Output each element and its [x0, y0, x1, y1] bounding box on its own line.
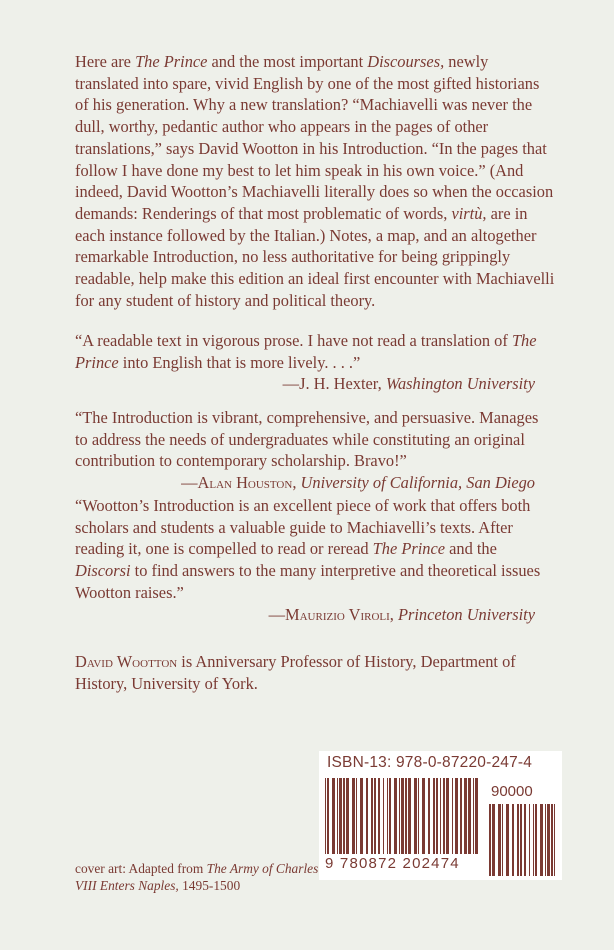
- barcode-bar: [414, 778, 417, 854]
- barcode-bar: [443, 778, 445, 854]
- barcode-bar: [374, 778, 376, 854]
- author-name: David Wootton: [75, 652, 178, 671]
- isbn-label: ISBN-13: 978-0-87220-247-4: [327, 754, 533, 771]
- review-hexter: [75, 330, 545, 395]
- description-blurb: Here are The Prince and the most important Discourses, newly translated into spare, vivid English by one of the most gifted historians of his generation. Why a new translation? “Machiavelli was never the dull, worthy, pedantic author who appears in the pages of other translations,” says David Wootton in his Introduction. “In the pages that follow I have done my best to let him speak in his own voice.” (And indeed, David Wootton’s Machiavelli literally does so when the occasion demands: Renderings of that most problematic of words, virtù, are in each instance followed by the Italian.) Notes, a map, and an altogether remarkable Introduction, no less authoritative for being grippingly readable, help make this edition an ideal first encounter with Machiavelli for any student of history and political theory.: [75, 52, 555, 310]
- review-attribution: —J. H. Hexter, Washington University: [282, 374, 535, 394]
- barcode-bar: [440, 778, 441, 854]
- artwork-title: The Army of Charles VIII Enters Naples,: [75, 861, 319, 893]
- barcode-bar: [535, 804, 537, 876]
- review-attribution: —Maurizio Viroli, Princeton University: [268, 604, 535, 624]
- barcode-bar: [492, 804, 495, 876]
- barcode-bar: [378, 778, 380, 854]
- barcode-bar: [401, 778, 404, 854]
- barcode-bar: [337, 778, 338, 854]
- barcode-bar: [383, 778, 384, 854]
- review-viroli: [75, 495, 545, 625]
- barcode-bar: [533, 804, 534, 876]
- barcode-bar: [418, 778, 419, 854]
- review-houston: [75, 407, 545, 494]
- term-virtu: virtù,: [451, 203, 487, 223]
- barcode-bar: [460, 778, 462, 854]
- review-text: “The Introduction is vibrant, comprehensive, and persuasive. Manages to address the needs of undergraduates while constituting an original contribution to contemporary scholarship. Bravo!”: [75, 408, 539, 471]
- barcode-bar: [352, 778, 355, 854]
- price-code: 90000: [491, 783, 533, 800]
- cover-art-credit: cover art: Adapted from The Army of Charles VIII Enters Naples, 1495-1500: [75, 861, 319, 893]
- barcode-bar: [464, 778, 467, 854]
- barcode-bar: [545, 804, 546, 876]
- barcode-bar: [405, 778, 407, 854]
- review-text: “A readable text in vigorous prose. I have not read a translation of The Prince into English that is more lively. . . .”: [75, 331, 537, 372]
- barcode-bar: [452, 778, 453, 854]
- barcode-bar: [512, 804, 514, 876]
- barcode-bar: [332, 778, 335, 854]
- barcode-bar: [408, 778, 411, 854]
- barcode-bar: [394, 778, 397, 854]
- author-bio: David Wootton is Anniversary Professor of History, Department of History, University of York.: [75, 652, 516, 693]
- barcode-bar: [422, 778, 425, 854]
- barcode-bar: [436, 778, 438, 854]
- title-the-prince: The Prince: [135, 52, 208, 71]
- review-attribution: —Alan Houston, University of California, San Diego: [181, 473, 535, 493]
- barcode-bar: [540, 804, 543, 876]
- barcode-bar: [389, 778, 391, 854]
- isbn-barcode-block: [319, 751, 562, 880]
- barcode-bar: [506, 804, 509, 876]
- barcode-bar: [551, 804, 553, 876]
- barcode-bar: [387, 778, 388, 854]
- barcode-bar: [356, 778, 357, 854]
- barcode-bar: [366, 778, 368, 854]
- review-text: “Wootton’s Introduction is an excellent piece of work that offers both scholars and students a valuable guide to Machiavelli’s texts. After reading it, one is compelled to read or reread The Prince and the Discorsi to find answers to the many interpretive and theoretical issues Wootton raises.”: [75, 496, 541, 602]
- barcode-bar: [502, 804, 503, 876]
- barcode-bar: [455, 778, 458, 854]
- barcode-bar: [325, 778, 326, 854]
- barcode-bar: [399, 778, 400, 854]
- barcode-bar: [520, 804, 522, 876]
- barcode-bar: [343, 778, 345, 854]
- barcode-bar: [433, 778, 435, 854]
- barcode-bar: [524, 804, 526, 876]
- barcode-bar: [446, 778, 449, 854]
- barcode-bar: [360, 778, 363, 854]
- barcode-bar: [529, 804, 530, 876]
- barcode-digits: 9 780872 202474: [325, 855, 460, 872]
- title-discourses: Discourses,: [367, 52, 445, 71]
- barcode-bar: [327, 778, 329, 854]
- barcode-bar: [554, 804, 555, 876]
- barcode-bar: [371, 778, 373, 854]
- barcode-bar: [339, 778, 342, 854]
- barcode-bar: [489, 804, 491, 876]
- barcode-bar: [517, 804, 519, 876]
- barcode-bar: [468, 778, 471, 854]
- barcode-bar: [428, 778, 430, 854]
- barcode-bar: [346, 778, 349, 854]
- barcode-bar: [473, 778, 474, 854]
- barcode-bar: [475, 778, 478, 854]
- barcode-bar: [498, 804, 501, 876]
- barcode-bar: [547, 804, 550, 876]
